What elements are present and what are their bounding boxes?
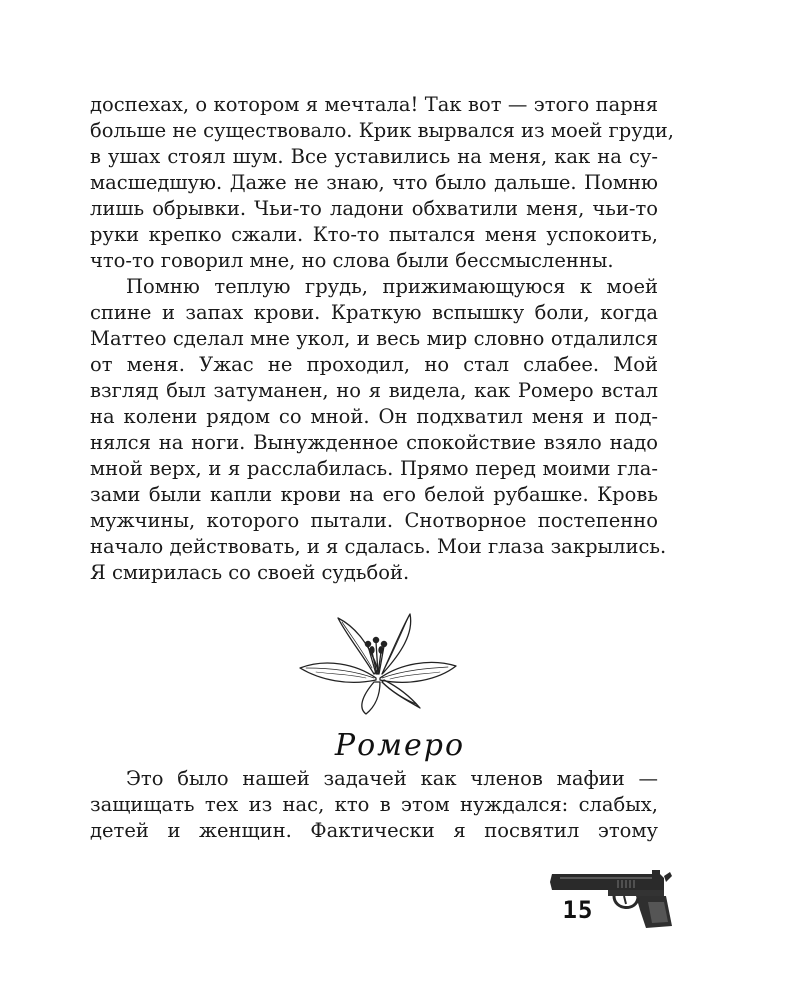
paragraph-3 [90,766,658,844]
text-line: взгляд был затуманен, но я видела, как Ромеро встал [90,379,658,402]
text-line: мной верх, и я расслабилась. Прямо перед моими гла- [90,457,658,480]
text-line: начало действовать, и я сдалась. Мои глаза закрылись. [90,535,667,558]
text-line: что-то говорил мне, но слова были бессмысленны. [90,249,614,272]
text-line: мужчины, которого пытали. Снотворное постепенно [90,509,658,532]
text-line: спине и запах крови. Краткую вспышку боли, когда [90,301,658,324]
text-line: руки крепко сжали. Кто-то пытался меня успокоить, [90,223,658,246]
text-line: Я смирилась со своей судьбой. [90,561,410,584]
paragraph-1 [90,92,674,274]
page-number: 15 [562,896,594,924]
text-line: детей и женщин. Фактически я посвятил этому [90,819,658,842]
text-line: зами были капли крови на его белой рубашке. Кровь [90,483,658,506]
text-line: от меня. Ужас не проходил, но стал слабее. Мой [90,353,658,376]
text-line: больше не существовало. Крик вырвался из моей груди, [90,119,674,142]
paragraph-2 [90,274,667,586]
text-line: в ушах стоял шум. Все уставились на меня, как на су- [90,145,658,168]
text-line: на колени рядом со мной. Он подхватил меня и под- [90,405,658,428]
chapter-title: Ромеро [334,728,466,763]
text-line: нялся на ноги. Вынужденное спокойствие взяло надо [90,431,658,454]
text-line: Маттео сделал мне укол, и весь мир словно отдалился [90,327,658,350]
text-line: доспехах, о котором я мечтала! Так вот — этого парня [90,93,658,116]
text-line: защищать тех из нас, кто в этом нуждался: слабых, [90,793,658,816]
text-line: Это было нашей задачей как членов мафии — [126,767,658,790]
text-line: лишь обрывки. Чьи-то ладони обхватили меня, чьи-то [90,197,658,220]
text-line: Помню теплую грудь, прижимающуюся к моей [126,275,658,298]
text-line: масшедшую. Даже не знаю, что было дальше. Помню [90,171,658,194]
lily-flower-icon [296,608,460,716]
